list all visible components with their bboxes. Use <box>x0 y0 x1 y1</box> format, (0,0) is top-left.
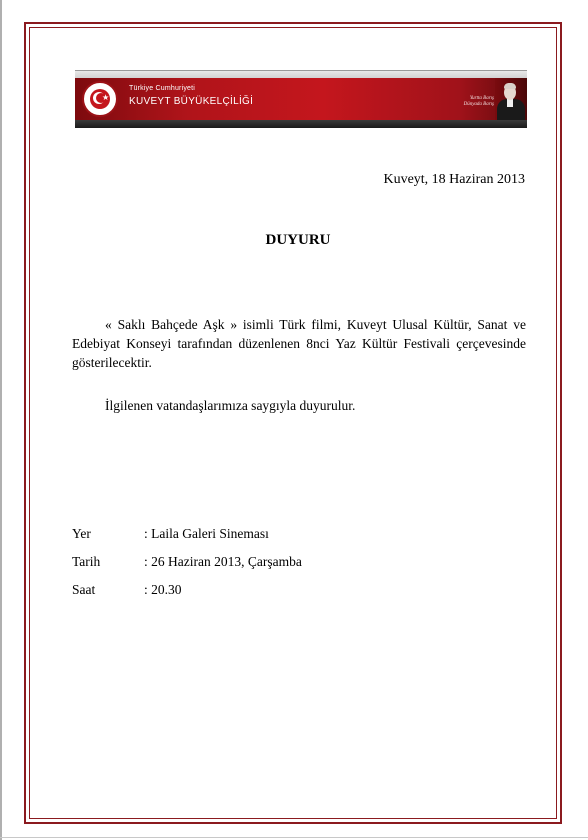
announcement-paragraph: « Saklı Bahçede Aşk » isimli Türk filmi, Kuveyt Ulusal Kültür, Sanat ve Edebiyat Konseyi tarafından düzenlenen 8nci Yaz Kültür Festivali çerçevesinde gösterilecektir. <box>72 317 526 370</box>
detail-label: Yer <box>72 526 91 541</box>
letterhead-subtitle: Türkiye Cumhuriyeti <box>129 85 196 92</box>
page-edge <box>0 0 2 840</box>
letterhead-title: KUVEYT BÜYÜKELÇİLİĞİ <box>129 96 254 107</box>
page-edge-bottom <box>0 837 588 838</box>
crescent-star-icon <box>90 89 110 109</box>
detail-value: : Laila Galeri Sineması <box>144 526 269 541</box>
closing-paragraph: İlgilenen vatandaşlarımıza saygıyla duyurulur. <box>105 398 356 413</box>
banner-bottom-strip <box>75 120 527 128</box>
document-date: Kuveyt, 18 Haziran 2013 <box>383 172 525 187</box>
star-icon: ★ <box>102 93 110 102</box>
detail-label: Saat <box>72 582 96 597</box>
embassy-seal-icon <box>82 81 118 117</box>
letterhead-motto: Yurtta Barış Dünyada Barış <box>463 96 494 107</box>
document-title: DUYURU <box>265 232 331 248</box>
detail-value: : 26 Haziran 2013, Çarşamba <box>144 554 302 569</box>
page-border <box>24 22 562 824</box>
detail-label: Tarih <box>72 554 101 569</box>
detail-value: : 20.30 <box>144 582 182 597</box>
letterhead-banner <box>75 70 527 128</box>
page-border-inner <box>29 27 557 819</box>
portrait-image <box>495 78 527 120</box>
